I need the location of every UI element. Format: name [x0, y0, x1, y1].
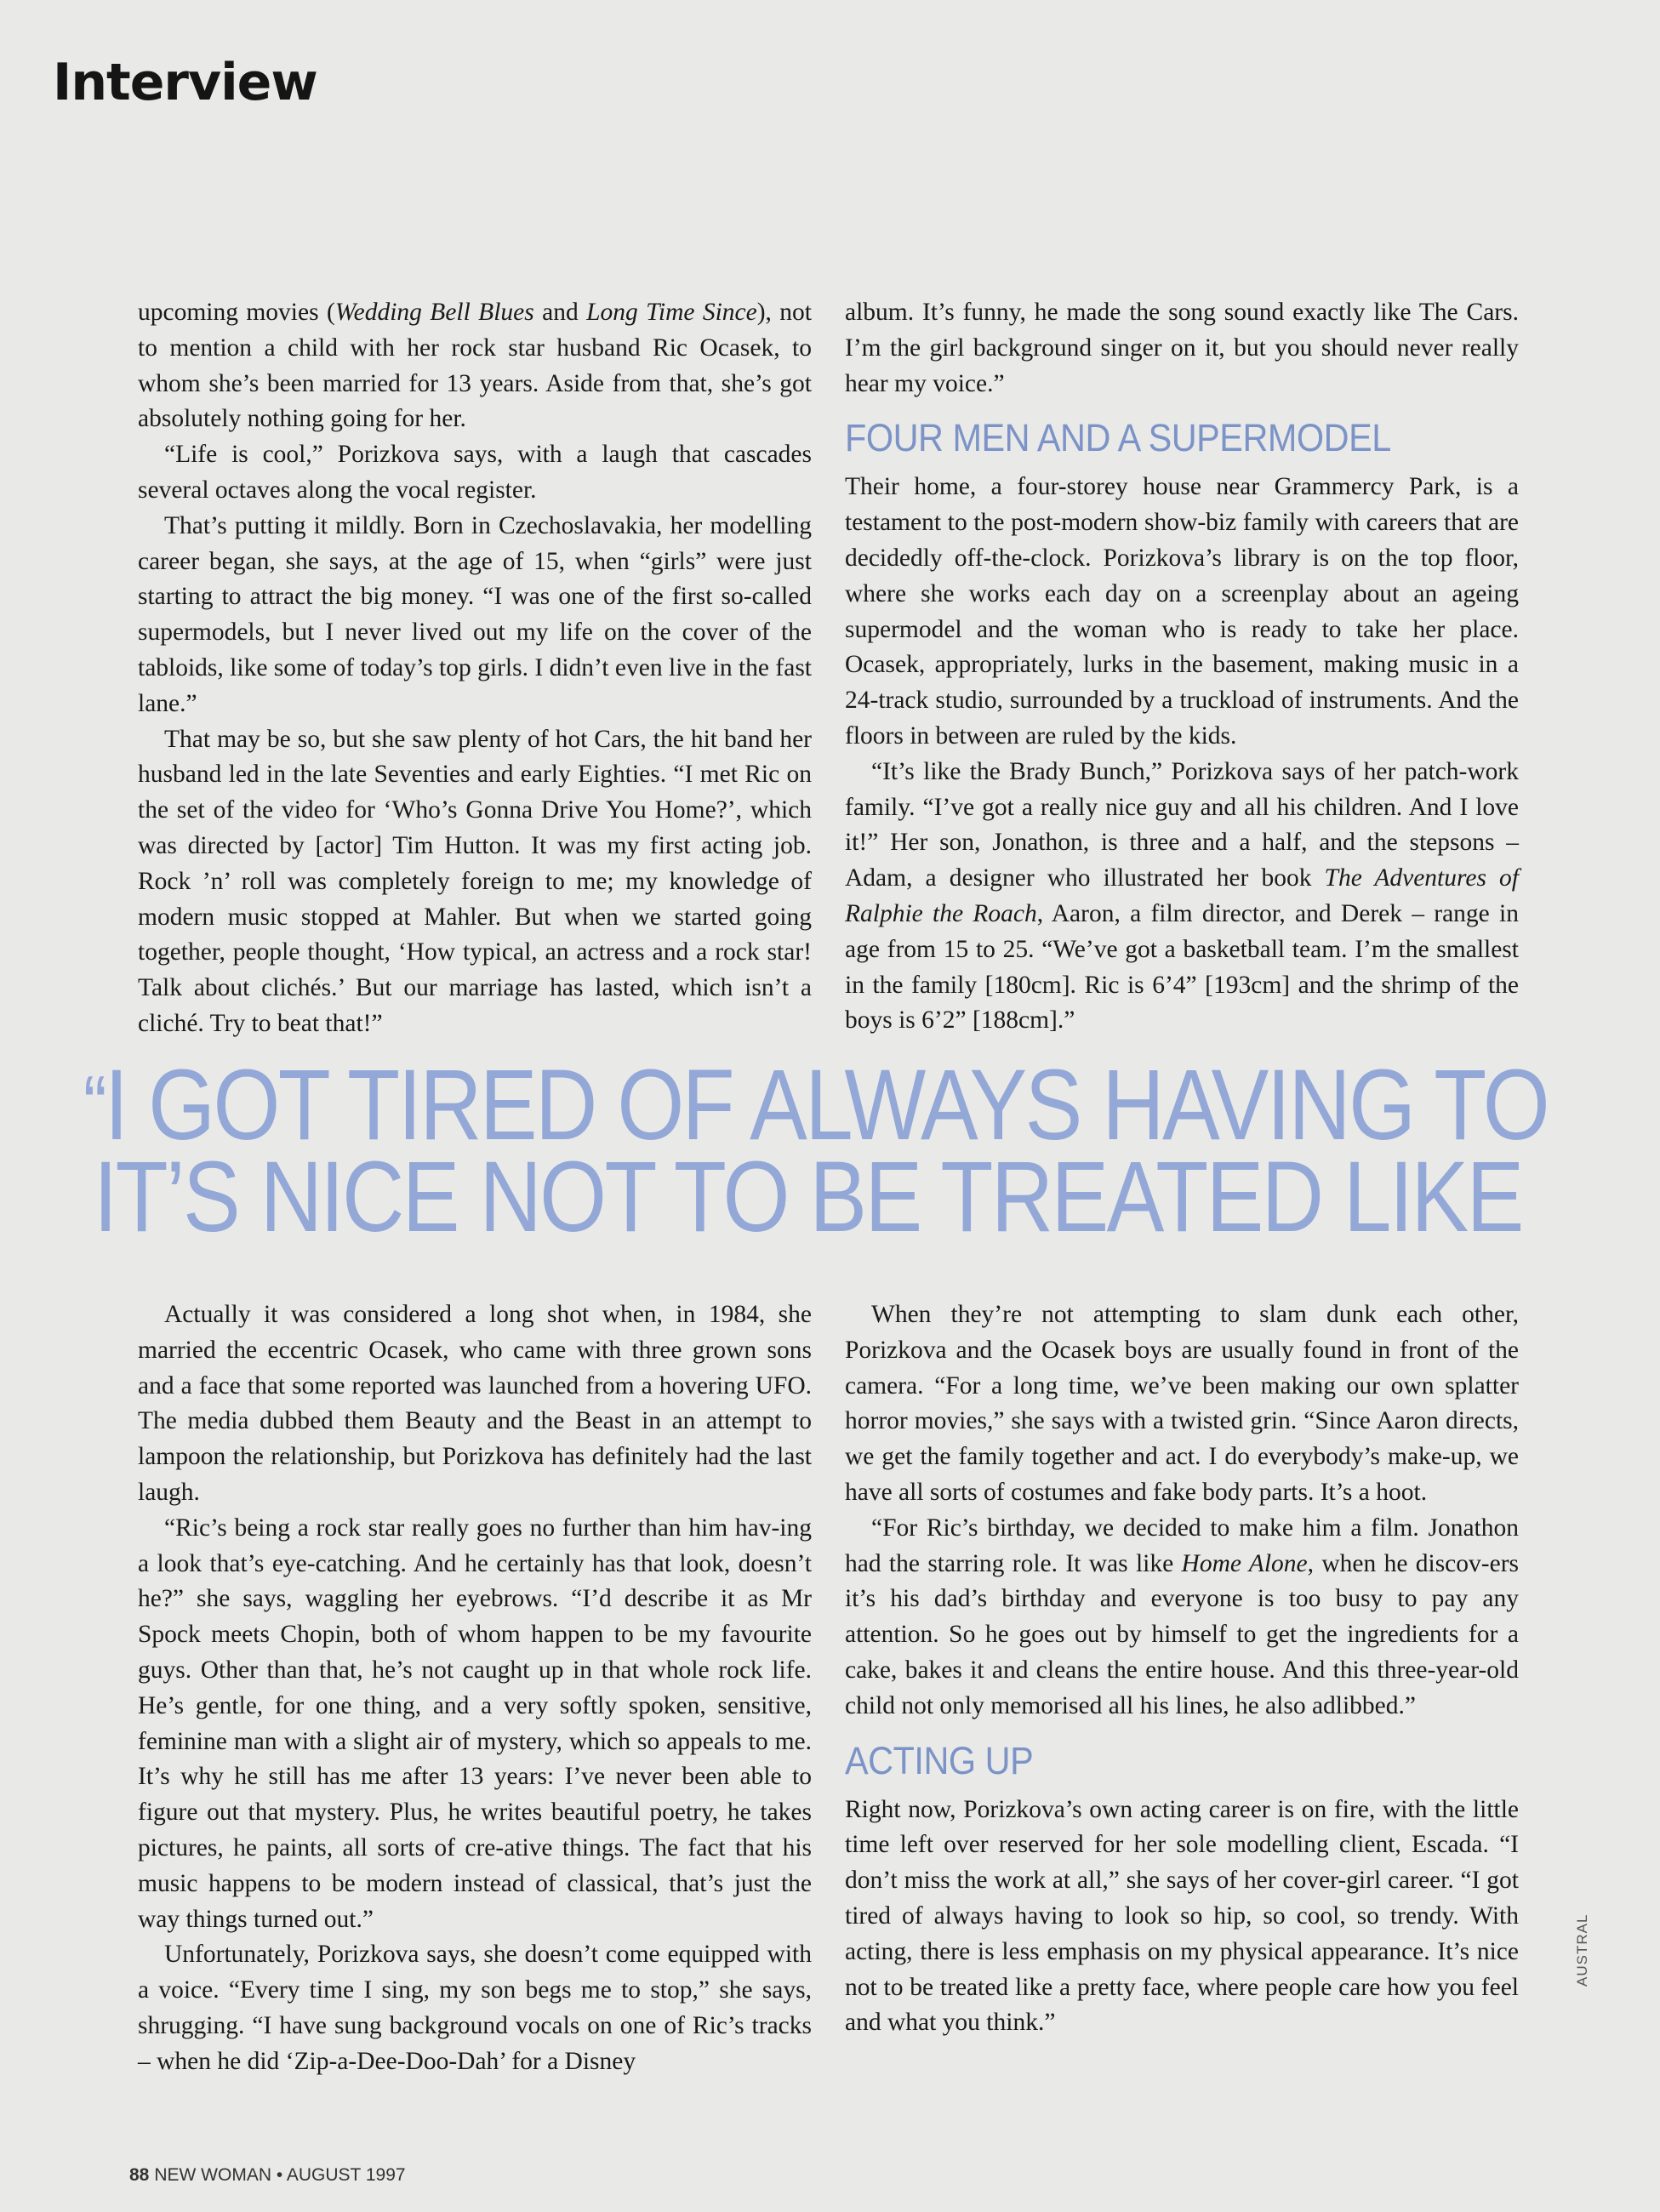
subhead-four-men: FOUR MEN AND A SUPERMODEL	[845, 416, 1391, 460]
italic-title: Long Time Since	[586, 299, 757, 326]
photo-credit: AUSTRAL	[1574, 1913, 1590, 1987]
page-footer	[129, 2165, 406, 2186]
pull-quote-line-1	[83, 1049, 1549, 1161]
column-right-bottom	[845, 1297, 1519, 2041]
paragraph: Actually it was considered a long shot when, in 1984, she married the eccentric Ocasek, who came with three grown sons and a face that some reported was launched from a hovering UFO. The media dubbed them Beauty and the Beast in an attempt to lampoon the relationship, but Porizkova has definitely had the last laugh.	[138, 1301, 812, 1506]
right-top-intro	[845, 295, 1519, 402]
pull-quote-text-1: I GOT TIRED OF ALWAYS HAVING TO	[104, 1049, 1549, 1161]
subhead-acting-up: ACTING UP	[845, 1738, 1034, 1782]
paragraph: That’s putting it mildly. Born in Czechoslavakia, her modelling career began, she says, at the age of 15, when “girls” were just starting to attract the big money. “I was one of the first so-called supermodels, but I never lived out my life on the cover of the tabloids, like some of today’s top girls. I didn’t even live in the fast lane.”	[138, 511, 812, 717]
publication-info: NEW WOMAN • AUGUST 1997	[154, 2165, 406, 2185]
paragraph: album. It’s funny, he made the song sound exactly like The Cars. I’m the girl background singer on it, but you should never really hear my voice.”	[845, 299, 1519, 397]
right-top-body	[845, 470, 1519, 1039]
paragraph: “Life is cool,” Porizkova says, with a laugh that cascades several octaves along the vocal register.	[138, 441, 812, 504]
pull-quote-line-2: IT’S NICE NOT TO BE TREATED LIKE	[94, 1141, 1522, 1253]
page-number: 88	[129, 2165, 150, 2185]
paragraph: Their home, a four-storey house near Grammercy Park, is a testament to the post-modern show-biz family with careers that are decidedly off-the-clock. Porizkova’s library is on the top floor, where she works each day on a screenplay about an ageing supermodel and the woman who is ready to take her place. Ocasek, appropriately, lurks in the basement, making music in a 24-track studio, surrounded by a truckload of instruments. And the floors in between are ruled by the kids.	[845, 473, 1519, 750]
column-right-top	[845, 295, 1519, 1039]
paragraph: That may be so, but she saw plenty of hot Cars, the hit band her husband led in the late Seventies and early Eighties. “I met Ric on the set of the video for ‘Who’s Gonna Drive You Home?’, which was directed by [actor] Tim Hutton. It was my first acting job. Rock ’n’ roll was completely foreign to me; my knowledge of modern music stopped at Mahler. But when we started going together, people thought, ‘How typical, an actress and a rock star! Talk about clichés.’ But our marriage has lasted, which isn’t a cliché. Try to beat that!”	[138, 725, 812, 1037]
italic-title: Home Alone	[1181, 1549, 1308, 1577]
italic-title: Wedding Bell Blues	[334, 299, 534, 326]
paragraph: “It’s like the Brady Bunch,” Porizkova says of her patch-work family. “I’ve got a really nice guy and all his children. And I love it!” Her son, Jonathon, is three and a half, and the stepsons – Adam, a designer who illustrated her book The Adventures of Ralphie the Roach, Aaron, a film director, and Derek – range in age from 15 to 25. “We’ve got a basketball team. I’m the smallest in the family [180cm]. Ric is 6’4” [193cm] and the shrimp of the boys is 6’2” [188cm].”	[845, 757, 1519, 1035]
quote-mark-icon: “	[83, 1059, 105, 1150]
section-label: Interview	[53, 53, 317, 112]
paragraph: Unfortunately, Porizkova says, she doesn’t come equipped with a voice. “Every time I sing, my son begs me to stop,” she says, shrugging. “I have sung background vocals on one of Ric’s tracks – when he did ‘Zip-a-Dee-Doo-Dah’ for a Disney	[138, 1941, 812, 2075]
paragraph: “Ric’s being a rock star really goes no further than him hav-ing a look that’s eye-catching. And he certainly has that look, doesn’t he?” she says, waggling her eyebrows. “I’d describe it as Mr Spock meets Chopin, both of whom happen to be my favourite guys. Other than that, he’s not caught up in that whole rock life. He’s gentle, for one thing, and a very softly spoken, sensitive, feminine man with a slight air of mystery, which so appeals to me. It’s why he still has me after 13 years: I’ve never been able to figure out that mystery. Plus, he writes beautiful poetry, he takes pictures, he paints, all sorts of cre-ative things. The fact that his music happens to be modern instead of classical, that’s just the way things turned out.”	[138, 1514, 812, 1933]
paragraph: upcoming movies (Wedding Bell Blues and Long Time Since), not to mention a child with her rock star husband Ric Ocasek, to whom she’s been married for 13 years. Aside from that, she’s got absolutely nothing going for her.	[138, 299, 813, 433]
pull-quote	[83, 1049, 1574, 1253]
column-left-top	[138, 295, 812, 1042]
right-bottom-after	[845, 1793, 1519, 2042]
italic-title: The Adventures of Ralphie the Roach	[845, 864, 1519, 927]
paragraph: When they’re not attempting to slam dunk each other, Porizkova and the Ocasek boys are usually found in front of the camera. “For a long time, we’ve been making our own splatter horror movies,” she says with a twisted grin. “Since Aaron directs, we get the family together and act. I do everybody’s make-up, we have all sorts of costumes and fake body parts. It’s a hoot.	[845, 1301, 1519, 1506]
right-bottom-body	[845, 1297, 1519, 1725]
paragraph: “For Ric’s birthday, we decided to make him a film. Jonathon had the starring role. It was like Home Alone, when he discov-ers it’s his dad’s birthday and everyone is too busy to pay any attention. So he goes out by himself to get the ingredients for a cake, bakes it and cleans the entire house. And this three-year-old child not only memorised all his lines, he also adlibbed.”	[845, 1514, 1519, 1719]
column-left-bottom	[138, 1297, 812, 2080]
paragraph: Right now, Porizkova’s own acting career is on fire, with the little time left over reserved for her sole modelling client, Escada. “I don’t miss the work at all,” she says of her cover-girl career. “I got tired of always having to look so hip, so cool, so trendy. With acting, there is less emphasis on my physical appearance. It’s nice not to be treated like a pretty face, where people care how you feel and what you think.”	[845, 1795, 1519, 2037]
